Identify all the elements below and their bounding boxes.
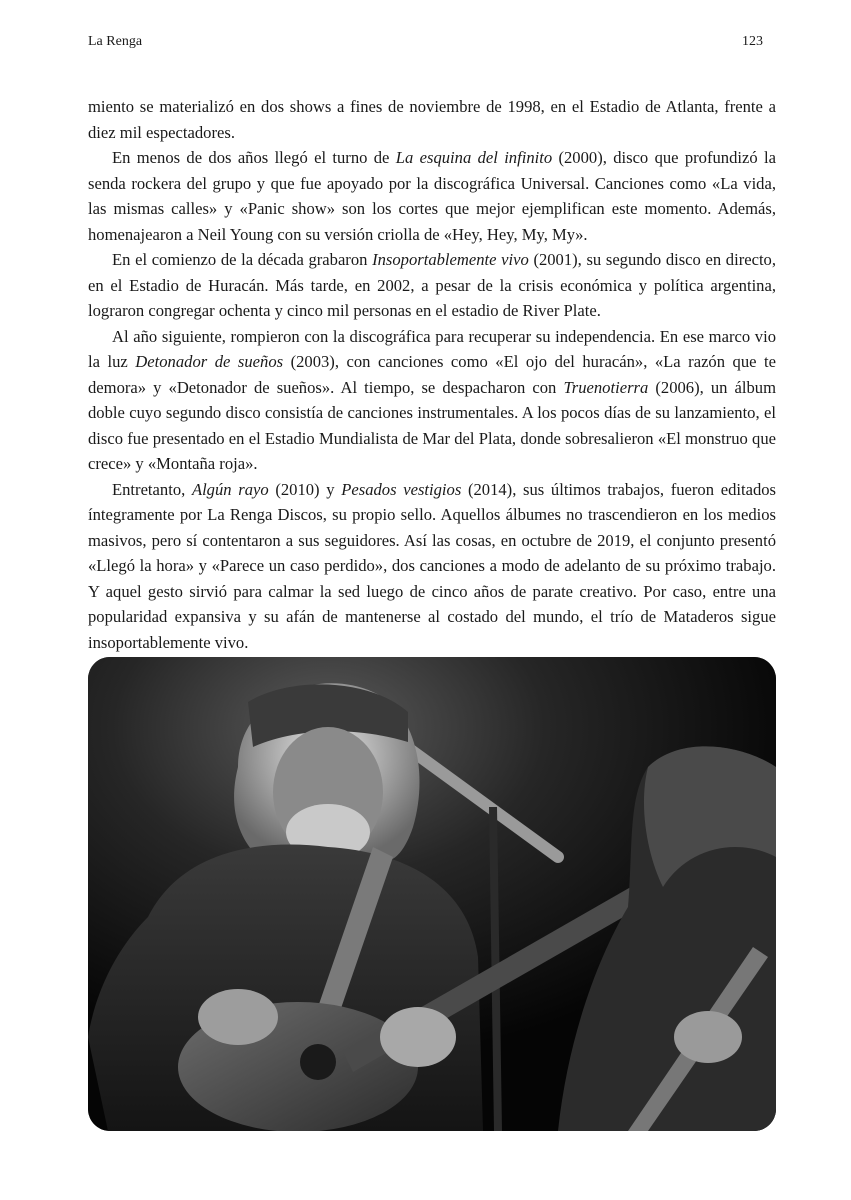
running-header-title: La Renga xyxy=(88,34,143,49)
running-header xyxy=(88,34,763,54)
paragraph xyxy=(88,145,776,247)
text-run: (2006), un álbum doble cuyo segundo disco consistía de canciones instrumentales. A los pocos días de su lanzamiento, el disco fue presentado en el Estadio Mundialista de Mar del Plata, donde sobresalieron «El monstruo que crece» y «Montaña roja». xyxy=(88,377,776,473)
text-run: En el comienzo de la década grabaron xyxy=(112,250,373,269)
text-run: Entretanto, xyxy=(112,479,192,499)
text-run: (2001), su segundo disco en directo, en el Estadio de Huracán. Más tarde, en 2002, a pesar de la crisis económica y política argentina, lograron congregar ochenta y cinco mil personas en el estadio de River Plate. xyxy=(88,250,777,320)
concert-photo xyxy=(88,657,776,1131)
body-text xyxy=(88,94,776,655)
paragraph xyxy=(88,94,776,145)
album-title: Truenotierra xyxy=(563,377,649,397)
album-title: Algún rayo xyxy=(191,479,269,499)
text-run: (2000), disco que profundizó la senda rockera del grupo y que fue apoyado por la discográfica Universal. Canciones como «La vida, las mismas calles» y «Panic show» son los cortes que mejor ejemplifican este momento. Además, homenajearon a Neil Young con su versión criolla de «Hey, Hey, My, My». xyxy=(88,148,776,244)
album-title: Pesados vestigios xyxy=(341,479,462,499)
album-title: Detonador de sueños xyxy=(135,352,284,371)
text-run: miento se materializó en dos shows a fines de noviembre de 1998, en el Estadio de Atlanta, frente a diez mil espectadores. xyxy=(88,97,776,142)
text-run: (2003), con canciones como «El ojo del huracán», «La razón que te demora» y «Detonador de sueños». Al tiempo, se despacharon con xyxy=(88,352,777,397)
text-run: (2010) y xyxy=(268,479,342,499)
paragraph xyxy=(88,247,776,324)
page-number: 123 xyxy=(742,34,763,49)
paragraph xyxy=(88,324,776,477)
album-title: Insoportablemente vivo xyxy=(372,250,529,269)
text-run: (2014), sus últimos trabajos, fueron editados íntegramente por La Renga Discos, su propio sello. Aquellos álbumes no trascendieron en los medios masivos, pero sí contentaron a sus seguidores. Así las cosas, en octubre de 2019, el conjunto presentó «Llegó la hora» y «Parece un caso perdido», dos canciones a modo de adelanto de su próximo trabajo. Y aquel gesto sirvió para calmar la sed luego de cinco años de parate creativo. Por caso, entre una popularidad expansiva y su afán de mantenerse al costado del mundo, el trío de Mataderos sigue insoportablemente vivo. xyxy=(88,479,777,652)
text-run: En menos de dos años llegó el turno de xyxy=(112,148,396,167)
paragraph xyxy=(88,477,776,656)
album-title: La esquina del infinito xyxy=(395,148,553,167)
text-run: Al año siguiente, rompieron con la discográfica para recuperar su independencia. En ese marco vio la luz xyxy=(88,326,776,371)
